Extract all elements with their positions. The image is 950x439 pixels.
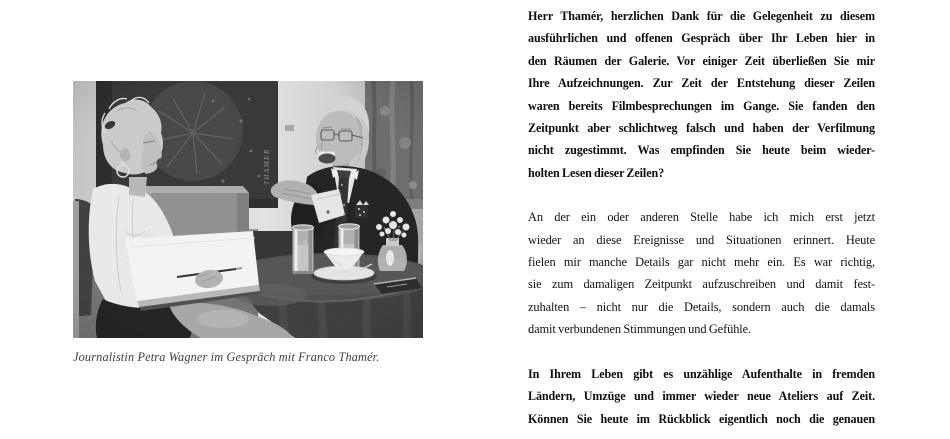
text-line: Können Sie heute im Rückblick eigentlich noch die genauen (528, 411, 875, 426)
text-line: nicht zugestimmt. Was empfinden Sie heute beim wieder- (528, 143, 875, 158)
photo-caption: Journalistin Petra Wagner im Gespräch mit Franco Thamér. (73, 350, 380, 364)
text-line: Herr Thamér, herzlichen Dank für die Gelegenheit zu diesem (528, 9, 875, 23)
text-line: waren bereits Filmbesprechungen im Gange. Sie fanden den (528, 98, 875, 113)
text-line: den Räumen der Galerie. Vor einiger Zeit überließen Sie mir (528, 53, 875, 68)
text-line: sie zum damaligen Zeitpunkt aufzuschreiben und damit fest- (528, 277, 875, 292)
text-line: Ihre Aufzeichnungen. Zur Zeit der Entstehung dieser Zeilen (528, 76, 875, 91)
interview-answer-1 (528, 206, 875, 340)
interview-photo (73, 81, 423, 338)
photo-scene (73, 81, 423, 338)
text-line: Zeitpunkt aber schlichtweg falsch und haben der Verfilmung (528, 121, 875, 136)
text-line: zuhalten – nicht nur die Details, sondern auch die damals (528, 299, 875, 314)
text-line: wieder an diese Ereignisse und Situationen erinnert. Heute (528, 232, 875, 247)
text-line: ausführlichen und offenen Gespräch über Ihr Leben hier in (528, 31, 875, 46)
text-line: holten Lesen dieser Zeilen? (528, 165, 665, 180)
text-line: Ländern, Umzüge und immer wieder neue Ateliers auf Zeit. (528, 389, 875, 404)
text-line: fielen mir manche Details gar nicht mehr ein. Es war richtig, (528, 255, 875, 270)
photo-vignette (73, 81, 423, 338)
interview-question-2 (528, 363, 875, 430)
interview-question-1 (528, 5, 875, 184)
text-line: An der ein oder anderen Stelle habe ich mich erst jetzt (528, 210, 875, 225)
text-line: damit verbundenen Stimmungen und Gefühle. (528, 322, 752, 337)
text-line: In Ihrem Leben gibt es unzählige Aufenthalte in fremden (528, 366, 875, 381)
interview-text-column (528, 5, 875, 439)
